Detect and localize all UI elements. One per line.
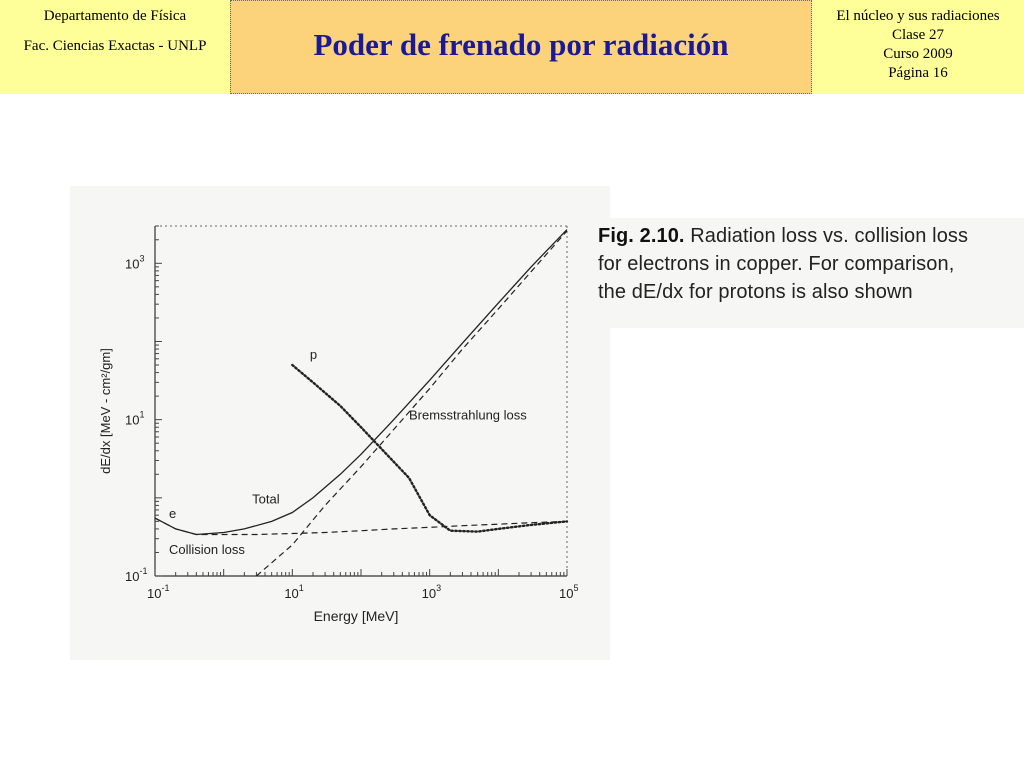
header-right-panel <box>812 0 1024 94</box>
y-tick-label: $10^{-1}$ <box>125 566 148 584</box>
figure-panel <box>70 186 610 660</box>
faculty-label: Fac. Ciencias Exactas - UNLP <box>23 38 207 54</box>
series-collision-loss-line <box>155 518 567 534</box>
y-tick-label: $10^3$ <box>125 253 145 272</box>
x-axis-label: Energy [MeV] <box>313 608 399 624</box>
annotation-collision-loss: Collision loss <box>169 542 245 558</box>
y-axis-label: dE/dx [MeV - cm²/gm] <box>98 348 113 474</box>
x-tick-label: $10^3$ <box>421 583 442 601</box>
y-tick-label: $10^1$ <box>125 409 145 428</box>
x-tick-label: $10^{-1}$ <box>147 583 170 601</box>
caption-line-2: for electrons in copper. For comparison, <box>598 253 955 275</box>
x-tick-label: $10^5$ <box>559 583 579 601</box>
course-topic-label: El núcleo y sus radiaciones <box>836 8 1000 24</box>
annotation-e: e <box>169 506 177 522</box>
annotation-bremsstrahlung-loss: Bremsstrahlung loss <box>408 407 527 423</box>
header-title-panel <box>230 0 812 94</box>
x-tick-label: $10^1$ <box>284 583 304 601</box>
caption-line-3: the dE/dx for protons is also shown <box>598 281 913 303</box>
annotation-p: p <box>309 346 318 362</box>
annotation-total: Total <box>252 491 280 507</box>
header-left-panel <box>0 0 230 94</box>
department-label: Departamento de Física <box>43 8 187 24</box>
figure-caption <box>594 218 1024 328</box>
series-bremsstrahlung-loss-line <box>256 231 567 576</box>
course-year-label: Curso 2009 <box>883 46 953 62</box>
energy-loss-chart <box>70 186 610 660</box>
page-number-label: Página 16 <box>888 65 948 81</box>
page-title: Poder de frenado por radiación <box>313 27 729 62</box>
series-p-line <box>292 365 567 532</box>
class-number-label: Clase 27 <box>891 27 945 43</box>
caption-line-1: Radiation loss vs. collision loss <box>690 225 969 247</box>
series-total-line <box>155 230 567 535</box>
caption-fig-label: Fig. 2.10. <box>598 225 685 247</box>
